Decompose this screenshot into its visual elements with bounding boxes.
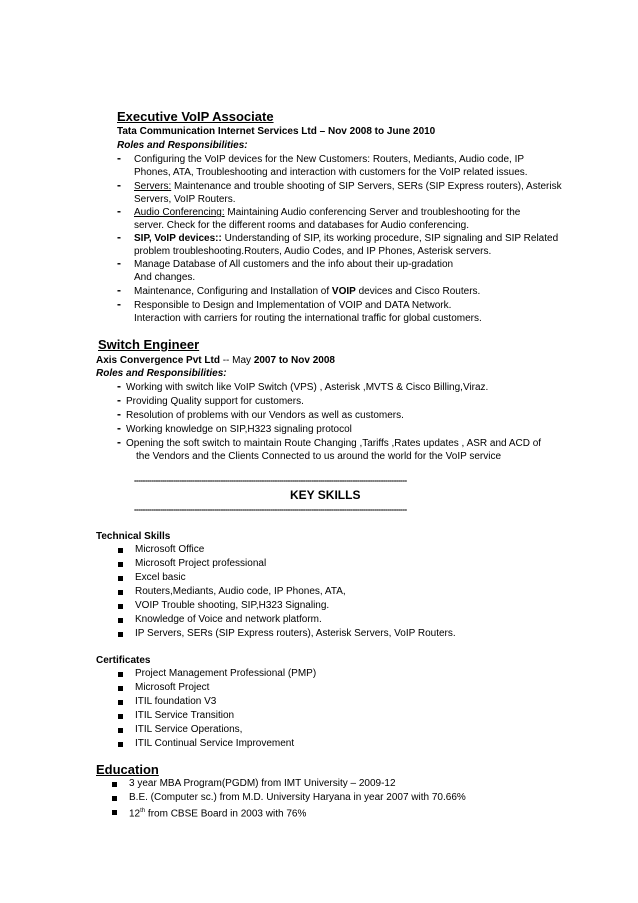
dash-bullet: - [117, 204, 121, 218]
job2-company-name: Axis Convergence Pvt Ltd [96, 355, 220, 366]
technical-item-3: Routers,Mediants, Audio code, IP Phones, ATA, [135, 586, 346, 597]
square-bullet [118, 562, 123, 567]
job1-item-0-line-0: Configuring the VoIP devices for the New Customers: Routers, Mediants, Audio code, IP [134, 154, 525, 165]
job2-title: Switch Engineer [98, 337, 200, 352]
technical-item-6: IP Servers, SERs (SIP Express routers), Asterisk Servers, VoIP Routers. [135, 628, 456, 639]
job2-item-4: Opening the soft switch to maintain Route Changing ,Tariffs ,Rates updates , ASR and ACD of [126, 438, 542, 449]
job1-item-6-line-1: Interaction with carriers for routing the international traffic for global customers. [134, 313, 482, 324]
dash-bullet: - [117, 256, 121, 270]
square-bullet [118, 742, 123, 747]
education-cbse-sup: th [140, 808, 146, 814]
job1-item-1-line-1: Servers, VoIP Routers. [134, 194, 236, 205]
education-item-2 [129, 805, 306, 820]
job2-company-mid: -- May [219, 355, 254, 366]
certificate-item-1: Microsoft Project [135, 682, 210, 693]
certificate-item-3: ITIL Service Transition [135, 710, 235, 721]
job2-roles-label: Roles and Responsibilities: [96, 368, 227, 379]
square-bullet [112, 810, 117, 815]
technical-item-5: Knowledge of Voice and network platform. [135, 614, 322, 625]
job1-roles-label: Roles and Responsibilities: [117, 140, 248, 151]
education-cbse-pre: 12 [129, 808, 141, 820]
dash-bullet: - [117, 178, 121, 192]
job2-item-0: Working with switch like VoIP Switch (VPS) , Asterisk ,MVTS & Cisco Billing,Viraz. [126, 382, 489, 393]
item5-post: devices and Cisco Routers. [355, 286, 481, 297]
technical-item-0: Microsoft Office [135, 544, 205, 555]
education-heading: Education [96, 762, 159, 777]
job2-company [96, 354, 335, 367]
job1-item-5-line-0 [134, 285, 480, 298]
servers-text: Maintenance and trouble shooting of SIP Servers, SERs (SIP Express routers), Asterisk [171, 181, 562, 192]
square-bullet [118, 576, 123, 581]
job1-item-4-line-1: And changes. [134, 272, 196, 283]
square-bullet [118, 714, 123, 719]
certificate-item-0: Project Management Professional (PMP) [135, 668, 317, 679]
job1-title: Executive VoIP Associate [117, 109, 274, 124]
dash-bullet: - [117, 421, 121, 435]
sip-voip-text: Understanding of SIP, its working procedure, SIP signaling and SIP Related [221, 233, 559, 244]
dash-bullet: - [117, 151, 121, 165]
square-bullet [118, 686, 123, 691]
separator-line-top: ------------------------------------------------------------------------------------------------------------------------------ [134, 476, 407, 485]
square-bullet [118, 632, 123, 637]
technical-item-2: Excel basic [135, 572, 186, 583]
technical-item-4: VOIP Trouble shooting, SIP,H323 Signaling. [135, 600, 330, 611]
dash-bullet: - [117, 230, 121, 244]
education-item-0: 3 year MBA Program(PGDM) from IMT University – 2009-12 [129, 778, 396, 789]
certificate-item-4: ITIL Service Operations, [135, 724, 243, 735]
certificate-item-5: ITIL Continual Service Improvement [135, 738, 295, 749]
technical-heading: Technical Skills [96, 531, 171, 542]
technical-item-1: Microsoft Project professional [135, 558, 267, 569]
square-bullet [118, 700, 123, 705]
square-bullet [118, 728, 123, 733]
job1-item-4-line-0: Manage Database of All customers and the info about their up-gradation [134, 259, 454, 270]
square-bullet [118, 672, 123, 677]
education-item-1: B.E. (Computer sc.) from M.D. University Haryana in year 2007 with 70.66% [129, 792, 466, 803]
square-bullet [118, 590, 123, 595]
item5-pre: Maintenance, Configuring and Installation of [134, 286, 332, 297]
audio-conferencing-text: Maintaining Audio conferencing Server and troubleshooting for the [224, 207, 521, 218]
dash-bullet: - [117, 393, 121, 407]
square-bullet [118, 548, 123, 553]
dash-bullet: - [117, 283, 121, 297]
job1-company: Tata Communication Internet Services Ltd – Nov 2008 to June 2010 [117, 126, 436, 137]
job2-item-5: the Vendors and the Clients Connected to us around the world for the VoIP service [136, 451, 502, 462]
certificates-heading: Certificates [96, 655, 151, 666]
education-cbse-post: from CBSE Board in 2003 with 76% [145, 808, 307, 820]
dash-bullet: - [117, 407, 121, 421]
job1-item-3-line-1: problem troubleshooting.Routers, Audio Codes, and IP Phones, Asterisk servers. [134, 246, 492, 257]
square-bullet [112, 782, 117, 787]
dash-bullet: - [117, 297, 121, 311]
separator-line-bottom: ------------------------------------------------------------------------------------------------------------------------------ [134, 505, 407, 514]
job1-item-3-line-0 [134, 232, 558, 245]
job2-company-dates: 2007 to Nov 2008 [253, 355, 335, 366]
dash-bullet: - [117, 379, 121, 393]
job1-item-2-line-0 [134, 206, 520, 219]
job1-item-2-line-1: server. Check for the different rooms and databases for Audio conferencing. [134, 220, 470, 231]
key-skills-heading: KEY SKILLS [290, 488, 361, 502]
square-bullet [118, 604, 123, 609]
square-bullet [112, 796, 117, 801]
servers-label: Servers: [134, 181, 172, 192]
audio-conferencing-label: Audio Conferencing: [134, 207, 225, 218]
job2-item-2: Resolution of problems with our Vendors as well as customers. [126, 410, 404, 421]
certificate-item-2: ITIL foundation V3 [135, 696, 217, 707]
sip-voip-label: SIP, VoIP devices:: [134, 233, 222, 244]
job1-item-1-line-0 [134, 180, 562, 193]
job1-item-0-line-1: Phones, ATA, Troubleshooting and interaction with customers for the VoIP related issues. [134, 167, 528, 178]
square-bullet [118, 618, 123, 623]
dash-bullet: - [117, 435, 121, 449]
job2-item-1: Providing Quality support for customers. [126, 396, 304, 407]
item5-bold: VOIP [331, 286, 356, 297]
job2-item-3: Working knowledge on SIP,H323 signaling protocol [126, 424, 352, 435]
job1-item-6-line-0: Responsible to Design and Implementation of VOIP and DATA Network. [134, 300, 452, 311]
